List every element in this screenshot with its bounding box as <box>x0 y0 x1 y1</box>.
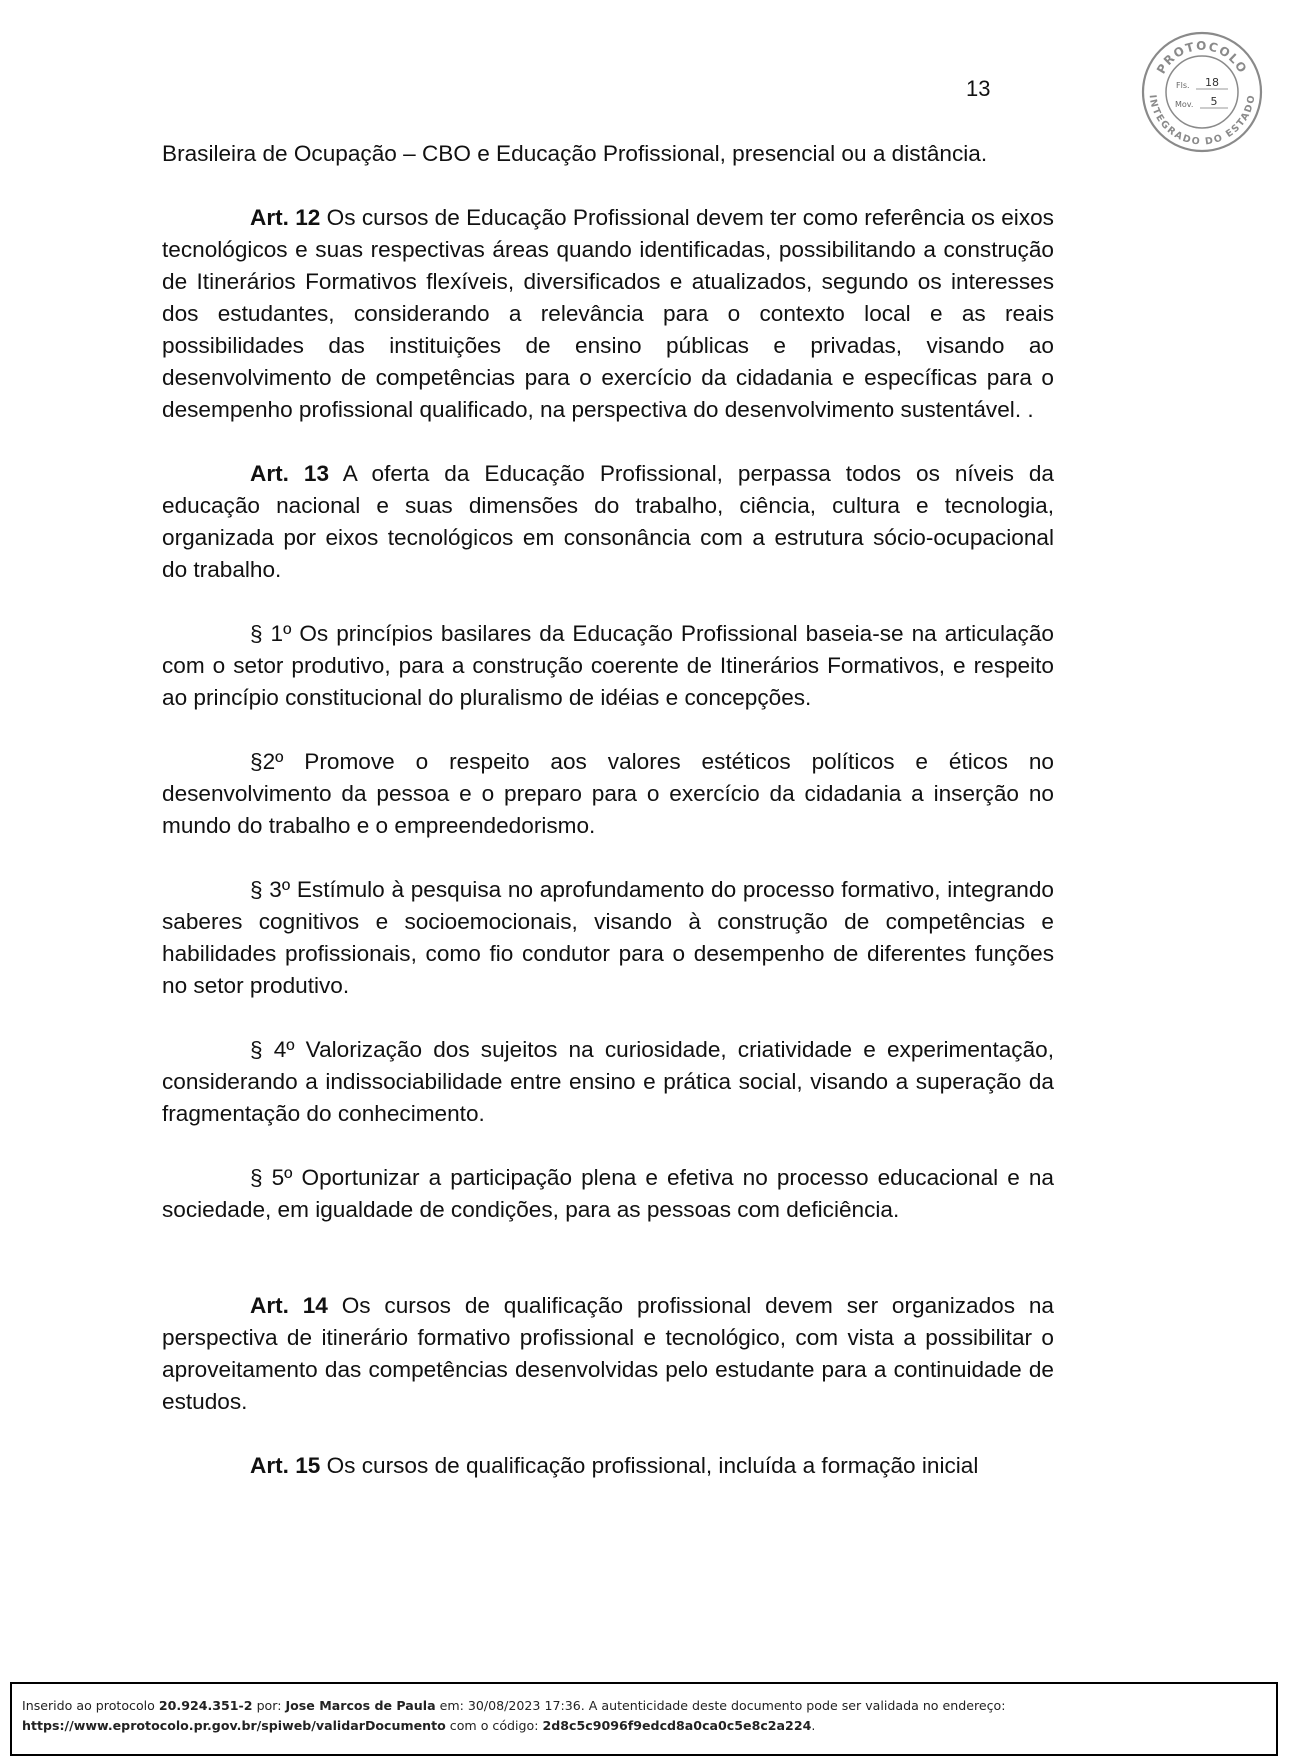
stamp-mov-label: Mov. <box>1175 100 1194 109</box>
article-label: Art. 15 <box>250 1453 321 1478</box>
art-12-paragraph <box>162 202 1054 426</box>
art-15-paragraph <box>162 1450 1054 1482</box>
paragraph-text: Os cursos de Educação Profissional devem ter como referência os eixos tecnológicos e suas respectivas áreas quando identificadas, possibilitando a construção de Itinerários Formativos flexíveis, diversificados e atualizados, segundo os interesses dos estudantes, considerando a relevância para o contexto local e as reais possibilidades das instituições de ensino públicas e privadas, visando ao desenvolvimento de competências para o exercício da cidadania e específicas para o desempenho profissional qualificado, na perspectiva do desenvolvimento sustentável. . <box>162 205 1054 422</box>
paragraph-4 <box>162 1034 1054 1130</box>
article-label: Art. 13 <box>250 461 330 486</box>
stamp-arc-top: PROTOCOLO <box>1153 39 1251 77</box>
validation-footer <box>10 1682 1278 1756</box>
validation-code: 2d8c5c9096f9edcd8a0ca0c5e8c2a224 <box>542 1718 812 1733</box>
stamp-fls-label: Fls. <box>1176 81 1190 90</box>
footer-line-1 <box>22 1696 1266 1716</box>
footer-text: em: 30/08/2023 17:36. A autenticidade deste documento pode ser validada no endereço: <box>435 1698 1006 1713</box>
paragraph-text: § 5º Oportunizar a participação plena e efetiva no processo educacional e na sociedade, em igualdade de condições, para as pessoas com deficiência. <box>162 1165 1054 1222</box>
footer-line-2 <box>22 1716 1266 1736</box>
paragraph-2 <box>162 746 1054 842</box>
stamp-fls-value: 18 <box>1205 76 1219 89</box>
protocol-number: 20.924.351-2 <box>158 1698 253 1713</box>
paragraph-3 <box>162 874 1054 1002</box>
art-13-paragraph <box>162 458 1054 586</box>
footer-text: . <box>811 1718 816 1733</box>
author-name: Jose Marcos de Paula <box>285 1698 436 1713</box>
paragraph-text: A oferta da Educação Profissional, perpassa todos os níveis da educação nacional e suas dimensões do trabalho, ciência, cultura e tecnologia, organizada por eixos tecnológicos em consonância com a estrutura sócio-ocupacional do trabalho. <box>162 461 1054 582</box>
art-14-paragraph <box>162 1290 1054 1418</box>
paragraph-text: § 1º Os princípios basilares da Educação Profissional baseia-se na articulação com o setor produtivo, para a construção coerente de Itinerários Formativos, e respeito ao princípio constitucional do pluralismo de idéias e concepções. <box>162 621 1054 710</box>
article-label: Art. 12 <box>250 205 321 230</box>
lead-line: Brasileira de Ocupação – CBO e Educação Profissional, presencial ou a distância. <box>162 141 988 166</box>
paragraph-text: Os cursos de qualificação profissional, incluída a formação inicial <box>320 1453 979 1478</box>
paragraph-text: §2º Promove o respeito aos valores estéticos políticos e éticos no desenvolvimento da pessoa e o preparo para o exercício da cidadania a inserção no mundo do trabalho e o empreendedorismo. <box>162 749 1054 838</box>
paragraph-1 <box>162 618 1054 714</box>
paragraph-text: Os cursos de qualificação profissional devem ser organizados na perspectiva de itinerário formativo profissional e tecnológico, com vista a possibilitar o aproveitamento das competências desenvolvidas pelo estudante para a continuidade de estudos. <box>162 1293 1055 1414</box>
document-body <box>162 138 1054 1514</box>
paragraph-5 <box>162 1162 1054 1226</box>
footer-text: Inserido ao protocolo <box>22 1698 159 1713</box>
paragraph-text: § 3º Estímulo à pesquisa no aprofundamento do processo formativo, integrando saberes cognitivos e socioemocionais, visando à construção de competências e habilidades profissionais, como fio condutor para o desempenho de diferentes funções no setor produtivo. <box>162 877 1054 998</box>
page-number: 13 <box>966 76 991 101</box>
footer-text: por: <box>252 1698 286 1713</box>
paragraph-text: § 4º Valorização dos sujeitos na curiosidade, criatividade e experimentação, considerando a indissociabilidade entre ensino e prática social, visando a superação da fragmentação do conhecimento. <box>162 1037 1054 1126</box>
article-label: Art. 14 <box>250 1293 328 1318</box>
stamp-mov-value: 5 <box>1210 95 1218 108</box>
protocol-stamp <box>1140 30 1264 154</box>
stamp-arc-bottom: INTEGRADO DO ESTADO <box>1146 94 1258 148</box>
validation-url-link[interactable]: https://www.eprotocolo.pr.gov.br/spiweb/validarDocumento <box>22 1718 446 1733</box>
svg-text:INTEGRADO DO ESTADO <box>1147 94 1258 147</box>
footer-text: com o código: <box>445 1718 543 1733</box>
